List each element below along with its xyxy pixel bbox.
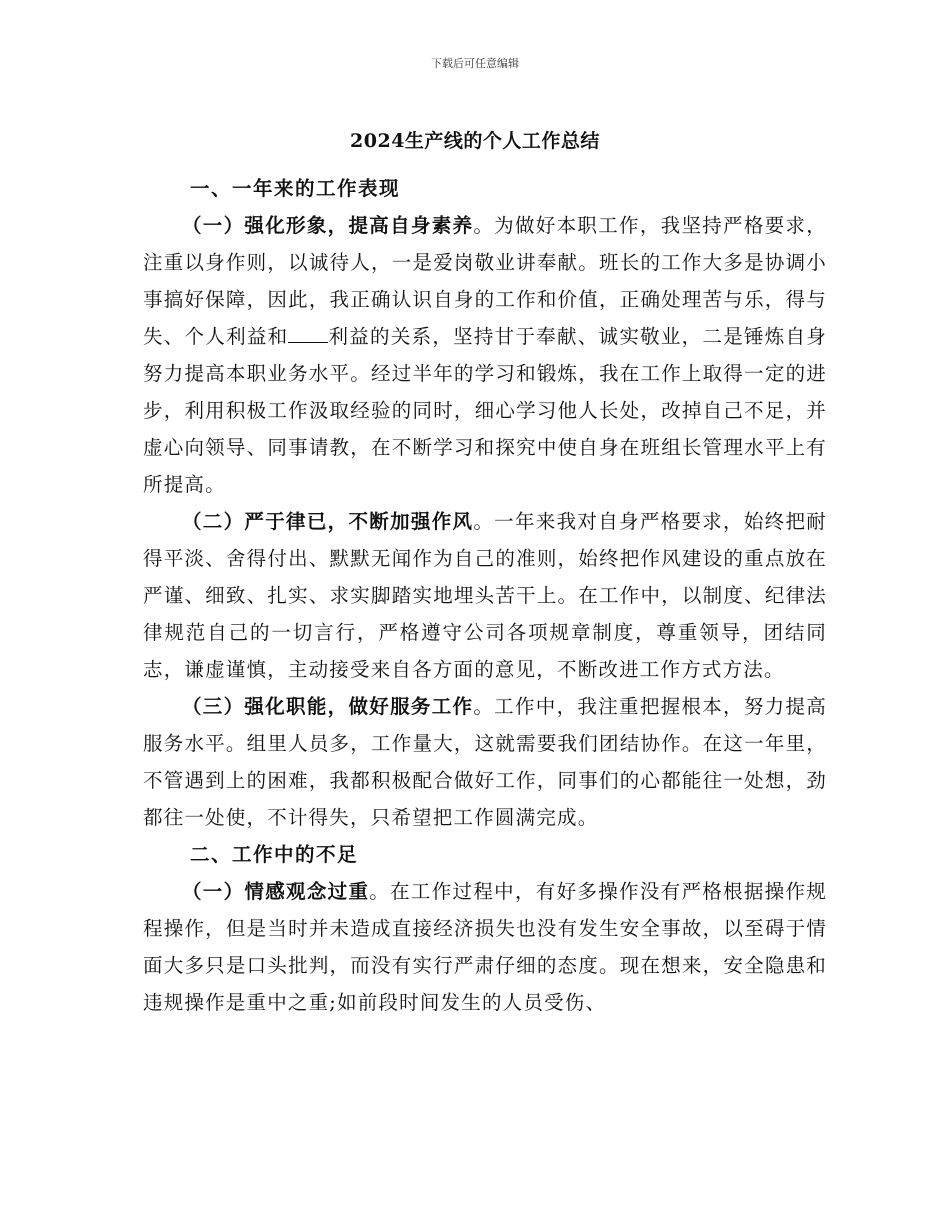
fill-in-blank [288, 324, 328, 343]
paragraph-text: 。为做好本职工作，我坚持严格要求，注重以身作则，以诚待人，一是爱岗敬业讲奉献。班长的工作大多是协调小事搞好保障，因此，我正确认识自身的工作和价值，正确处理苦与乐，得与失、个人利益和 [143, 214, 827, 348]
paragraph-1-1 [143, 207, 827, 503]
paragraph-text: 。一年来我对自身严格要求，始终把耐得平淡、舍得付出、默默无闻作为自己的准则，始终把作风建设的重点放在严谨、细致、扎实、求实脚踏实地埋头苦干上。在工作中，以制度、纪律法律规范自己的一切言行，严格遵守公司各项规章制度，尊重领导，团结同志，谦虚谨慎，主动接受来自各方面的意见，不断改进工作方式方法。 [143, 510, 827, 681]
paragraph-text: 。工作中，我注重把握根本，努力提高服务水平。组里人员多，工作量大，这就需要我们团结协作。在这一年里，不管遇到上的困难，我都积极配合做好工作，同事们的心都能往一处想，劲都往一处使，不计得失，只希望把工作圆满完成。 [143, 695, 827, 829]
document-title: 2024生产线的个人工作总结 [350, 130, 600, 152]
section-heading-1: 一、一年来的工作表现 [190, 177, 401, 200]
paragraph-lead: （一）情感观念过重 [182, 880, 370, 903]
document-body [143, 170, 827, 1021]
paragraph-text: 。在工作过程中，有好多操作没有严格根据操作规程操作，但是当时并未造成直接经济损失也没有发生安全事故，以至碍于情面大多只是口头批判，而没有实行严肃仔细的态度。现在想来，安全隐患和违规操作是重中之重;如前段时间发生的人员受伤、 [143, 880, 827, 1014]
section-heading-2: 二、工作中的不足 [190, 843, 359, 866]
paragraph-lead: （一）强化形象，提高自身素养 [182, 214, 474, 237]
paragraph-lead: （三）强化职能，做好服务工作 [182, 695, 474, 718]
paragraph-1-2 [143, 503, 827, 688]
paragraph-1-3 [143, 688, 827, 836]
paragraph-lead: （二）严于律已，不断加强作风 [182, 510, 474, 533]
paragraph-2-1 [143, 873, 827, 1021]
page-header-note: 下载后可任意编辑 [431, 57, 519, 70]
paragraph-text-continued: 利益的关系，坚持甘于奉献、诚实敬业，二是锤炼自身努力提高本职业务水平。经过半年的学习和锻炼，我在工作上取得一定的进步，利用积极工作汲取经验的同时，细心学习他人长处，改掉自己不足，并虚心向领导、同事请教，在不断学习和探究中使自身在班组长管理水平上有所提高。 [143, 325, 827, 496]
